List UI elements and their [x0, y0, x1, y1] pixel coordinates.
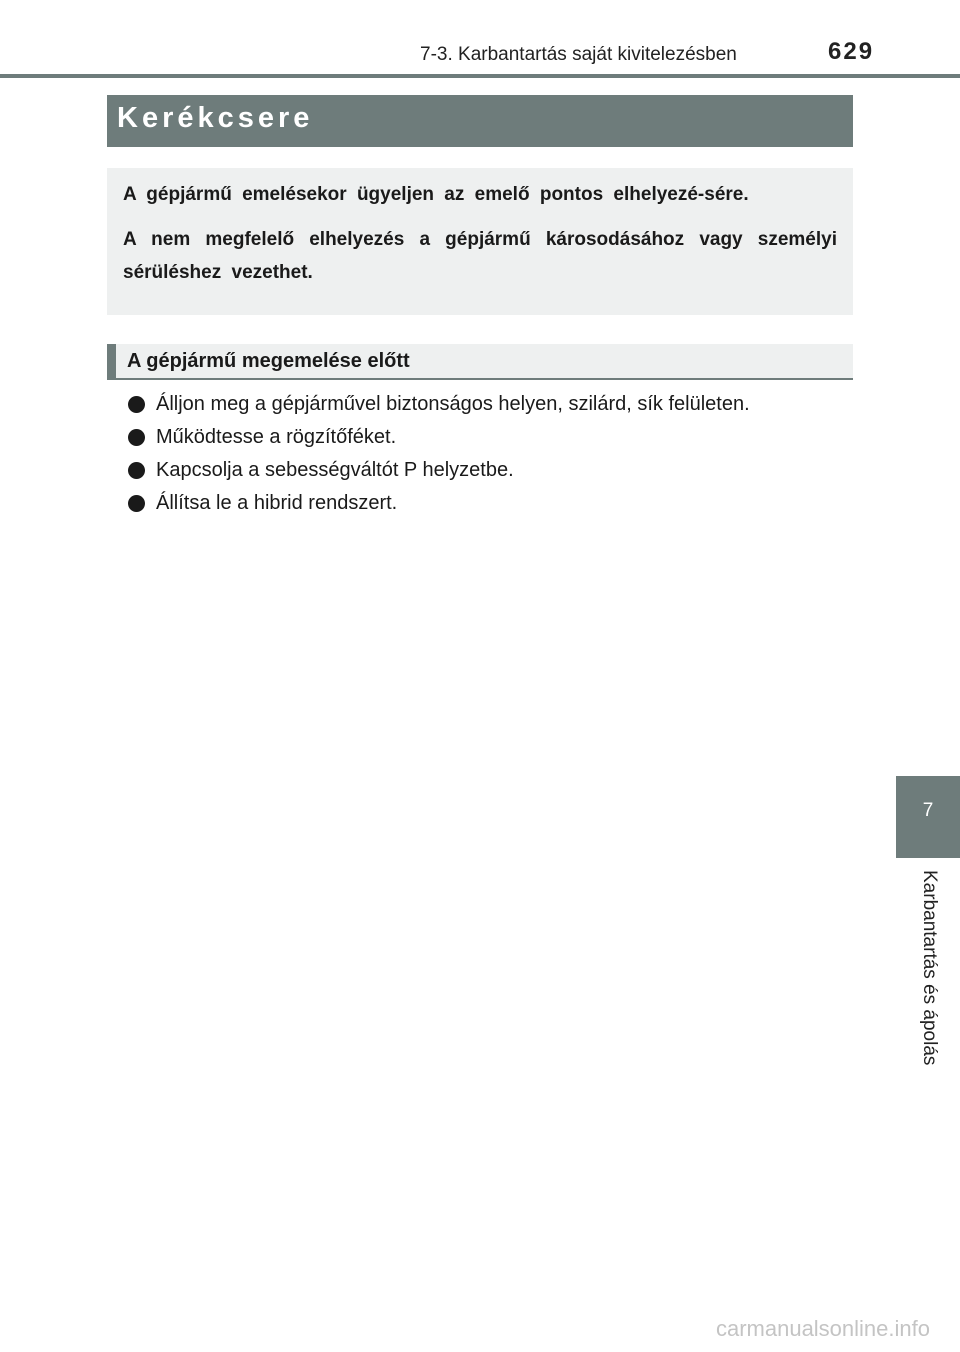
- subheading-box: [107, 344, 853, 380]
- subheading-text: A gépjármű megemelése előtt: [127, 350, 410, 372]
- chapter-title: Karbantartás és ápolás: [919, 870, 940, 1066]
- chapter-number: 7: [922, 800, 934, 821]
- watermark: carmanualsonline.info: [715, 1316, 930, 1341]
- warning-text-1: A gépjármű emelésekor ügyeljen az emelő pontos elhelyezé-sére.: [123, 184, 749, 205]
- warning-box: [107, 168, 853, 315]
- list-item-text: Álljon meg a gépjárművel biztonságos helyen, szilárd, sík felületen.: [156, 393, 750, 415]
- list-item: [124, 454, 750, 487]
- list-item-text: Kapcsolja a sebességváltót P helyzetbe.: [156, 459, 514, 481]
- list-item: [124, 487, 750, 520]
- warning-text-2: A nem megfelelő elhelyezés a gépjármű károsodásához vagy személyi sérüléshez vezethet.: [123, 229, 837, 283]
- instruction-list: [124, 388, 750, 520]
- header-divider: [0, 74, 960, 78]
- bullet-icon: [128, 396, 145, 413]
- page-title: Kerékcsere: [117, 102, 314, 134]
- list-item-text: Működtesse a rögzítőféket.: [156, 426, 397, 448]
- bullet-icon: [128, 495, 145, 512]
- bullet-icon: [128, 462, 145, 479]
- subheading-accent-bar: [107, 344, 116, 380]
- page-number: 629: [828, 38, 875, 65]
- list-item-text: Állítsa le a hibrid rendszert.: [156, 492, 398, 514]
- list-item: [124, 421, 750, 454]
- title-bar: [107, 95, 853, 147]
- bullet-icon: [128, 429, 145, 446]
- header-section-title: 7-3. Karbantartás saját kivitelezésben: [420, 44, 737, 65]
- list-item: [124, 388, 750, 421]
- chapter-tab: [896, 776, 960, 858]
